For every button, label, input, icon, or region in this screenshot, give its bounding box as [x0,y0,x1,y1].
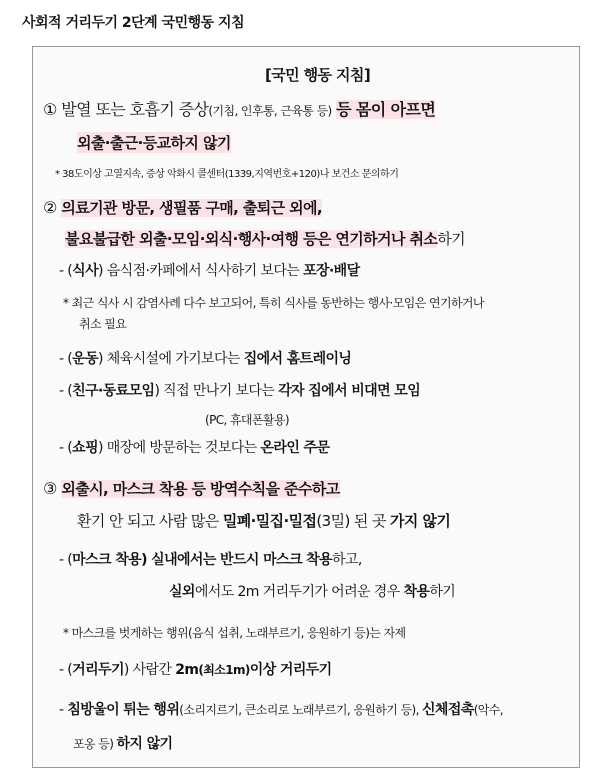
text: - ( [59,552,73,568]
s2-postpone [65,228,465,249]
s2-exceptions: 의료기관 방문, 생필품 구매, 출퇴근 외에, [61,199,323,217]
text: ) 매장에 방문하는 것보다는 [98,440,261,456]
s1-symptom-text: 발열 또는 호흡기 증상 [61,100,209,119]
section-1-line-1 [43,97,435,120]
section-number-2: ② [43,198,57,217]
text: - ( [59,383,73,399]
s3-mask [59,549,362,569]
s3-mask-rules: 외출시, 마스크 착용 등 방역수칙을 준수하고 [61,480,340,498]
s2-postpone-highlight: 불요불급한 외출·모임·외식·행사·여행 등은 연기하거나 취소 [65,230,438,248]
s2-postpone-suffix: 하기 [437,230,466,248]
section-number-3: ③ [43,479,57,498]
s2-meal-label: 식사 [72,263,99,279]
s2-shopping [59,437,329,457]
s2-exercise-label: 운동 [72,351,99,367]
text: 하기 [429,584,456,600]
s2-exercise-emph: 집에서 홈트레이닝 [243,351,352,367]
text: - [59,702,68,718]
s2-note-line-1: * 최근 식사 시 감염사례 다수 보고되어, 특히 식사를 동반하는 행사·모임은 연기하거나 [63,296,484,310]
text: 에서도 2m 거리두기가 어려운 경우 [194,584,404,600]
s2-friends-label: 친구·동료모임 [72,383,155,399]
text: - ( [59,662,73,678]
s3-distance [59,659,332,679]
text: 하고, [331,552,362,568]
section-3-line-1 [43,478,340,499]
guideline-box [32,46,580,768]
text: (악수, [473,703,503,717]
text: ) 직접 만나기 보다는 [154,383,279,399]
document-title: 사회적 거리두기 2단계 국민행동 지침 [22,15,245,31]
text: - ( [59,351,73,367]
section-2-line-1 [43,197,322,218]
s2-exercise [59,348,351,368]
text: - ( [59,263,73,279]
s2-friends-emph: 각자 집에서 비대면 모임 [278,383,421,399]
s3-wear-emph: 착용 [403,584,430,600]
s3-splash-emph: 침방울이 튀는 행위 [67,702,180,718]
s2-note-line-2: 취소 필요 [79,317,127,331]
s3-mask-label: 마스크 착용 [72,552,142,568]
s3-dont-emph: 하지 않기 [116,736,173,752]
s3-distance-min: (최소1m) [198,663,250,677]
s3-splash [59,699,503,719]
s3-outdoor-emph: 실외 [169,584,195,600]
text: ) 체육시설에 가기보다는 [98,351,244,367]
s2-meal-emph: 포장·배달 [303,263,360,279]
s3-mask-outdoor [169,581,455,601]
s1-stay-home: 외출·출근·등교하지 않기 [77,134,231,152]
text: ) 사람간 [123,662,176,678]
section-number-1: ① [43,100,57,119]
s1-sick-highlight: 등 몸이 아프면 [336,100,436,119]
s3-distance-emph: 이상 거리두기 [249,662,332,678]
s2-shopping-emph: 온라인 주문 [260,440,330,456]
s3-3c-emph: 밀폐·밀집·밀접 [222,512,317,530]
text: ) 음식점·카페에서 식사하기 보다는 [98,263,304,279]
s3-mask-emph: ) 실내에서는 반드시 마스크 착용 [141,552,332,568]
text: 환기 안 되고 사람 많은 [77,512,223,530]
s1-note: * 38도이상 고열지속, 증상 악화시 콜센터(1339,지역번호+120)나 보건소 문의하기 [55,169,399,180]
s3-splash-examples: (소리지르기, 큰소리로 노래부르기, 응원하기 등), [179,703,422,717]
s2-meal [59,260,360,280]
s3-splash-line-2 [73,733,172,753]
s1-symptom-examples: (기침, 인후통, 근육통 등) [208,104,332,118]
s3-avoid [77,510,450,531]
s2-friends [59,380,420,400]
box-heading: [국민 행동 지침] [265,66,371,84]
s2-shopping-label: 쇼핑 [72,440,99,456]
s3-avoid-emph: 가지 않기 [390,512,451,530]
s3-note: * 마스크를 벗게하는 행위(음식 섭취, 노래부르기, 응원하기 등)는 자제 [63,626,406,640]
s3-distance-label: 거리두기 [72,662,124,678]
s3-contact-emph: 신체접촉 [422,702,474,718]
s2-friends-sub: (PC, 휴대폰활용) [205,413,289,427]
text: (3밀) 된 곳 [316,512,391,530]
text: - ( [59,440,73,456]
text: 포옹 등) [73,737,117,751]
s3-distance-2m: 2m [175,662,199,678]
